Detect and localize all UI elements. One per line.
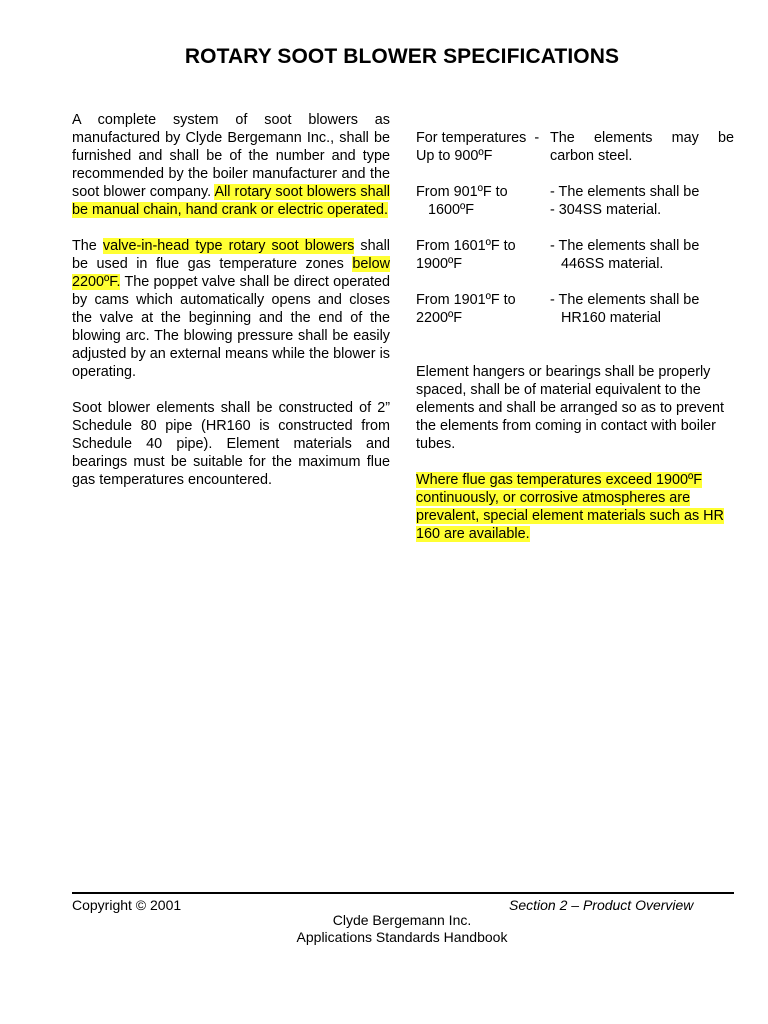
spec-elem: [550, 237, 734, 273]
spec-temp: [416, 291, 550, 327]
footer-company: Clyde Bergemann Inc.: [332, 912, 472, 928]
footer-handbook: Applications Standards Handbook: [296, 929, 508, 945]
footer-copyright: Copyright © 2001: [72, 897, 182, 913]
spec-temp-line: 1600ºF: [428, 202, 475, 218]
spec-temp-line: 2200ºF: [416, 310, 463, 326]
spec-elem-line: - The elements shall be: [550, 292, 700, 308]
spec-elem-line: - 304SS material.: [550, 202, 662, 218]
spec-elem-line: carbon steel.: [550, 148, 633, 164]
spec-temp: [416, 183, 550, 219]
spec-elem-line: 446SS material.: [561, 256, 664, 272]
intro-text: A complete system of soot blowers as manufactured by Clyde Bergemann Inc., shall be furnished and shall be of the number and type recommended by the boiler manufacturer and the soot blower company.: [72, 112, 390, 200]
spec-elem-line: HR160 material: [561, 310, 661, 326]
spec-temp-line: Up to 900ºF: [416, 148, 493, 164]
footer-divider: [72, 892, 734, 894]
spec-elem: [550, 129, 734, 165]
valve-mid: shall be used in flue gas temperature zones: [72, 238, 391, 272]
valve-post: The poppet valve shall be direct operated by cams which automatically opens and closes the valve at the beginning and the end of the blowing arc. The blowing pressure shall be easily adjusted by an external means while the blower is operating.: [72, 274, 390, 380]
spec-temp: [416, 129, 550, 165]
spec-temp-line: From 901ºF to: [416, 184, 508, 200]
elements-paragraph: Soot blower elements shall be constructed of 2” Schedule 80 pipe (HR160 is constructed from Schedule 40 pipe). Element materials and bearings must be suitable for the maximum flue gas temperatures encountered.: [72, 400, 390, 488]
spec-temp-line: 1900ºF: [416, 256, 463, 272]
footer-section: Section 2 – Product Overview: [509, 897, 694, 913]
spec-row: [416, 237, 734, 273]
spec-temp-line: From 1901ºF to: [416, 292, 516, 308]
spec-elem-line: The elements may be: [550, 130, 734, 146]
spec-elem-line: - The elements shall be: [550, 184, 700, 200]
spec-elem: [550, 183, 734, 219]
spec-temp-line: From 1601ºF to: [416, 238, 516, 254]
spec-temp: [416, 237, 550, 273]
hangers-paragraph: Element hangers or bearings shall be properly spaced, shall be of material equivalent to the elements and shall be arranged so as to prevent the elements from coming in contact with boiler tubes.: [416, 364, 724, 452]
page-title: ROTARY SOOT BLOWER SPECIFICATIONS: [184, 45, 620, 68]
intro-highlight: All rotary soot blowers shall be manual chain, hand crank or electric operated.: [72, 184, 390, 218]
spec-row: [416, 183, 734, 219]
intro-paragraph: [72, 111, 390, 219]
valve-paragraph: [72, 237, 390, 381]
footer-center: [0, 912, 768, 946]
valve-highlight-b: below 2200ºF.: [72, 256, 391, 290]
valve-highlight-a: valve-in-head type rotary soot blowers: [102, 238, 355, 254]
materials-paragraph: [416, 471, 734, 543]
spec-elem-line: - The elements shall be: [550, 238, 700, 254]
spacer: [416, 345, 734, 363]
materials-highlight: Where flue gas temperatures exceed 1900ºF continuously, or corrosive atmospheres are prevalent, special element materials such as HR 160 are available.: [416, 472, 724, 542]
spec-elem: [550, 291, 734, 327]
left-column: [72, 111, 390, 507]
right-column: [416, 129, 734, 561]
spec-row: [416, 129, 734, 165]
spec-temp-line: For temperatures -: [416, 130, 540, 146]
spec-row: [416, 291, 734, 327]
valve-pre: The: [72, 238, 97, 254]
